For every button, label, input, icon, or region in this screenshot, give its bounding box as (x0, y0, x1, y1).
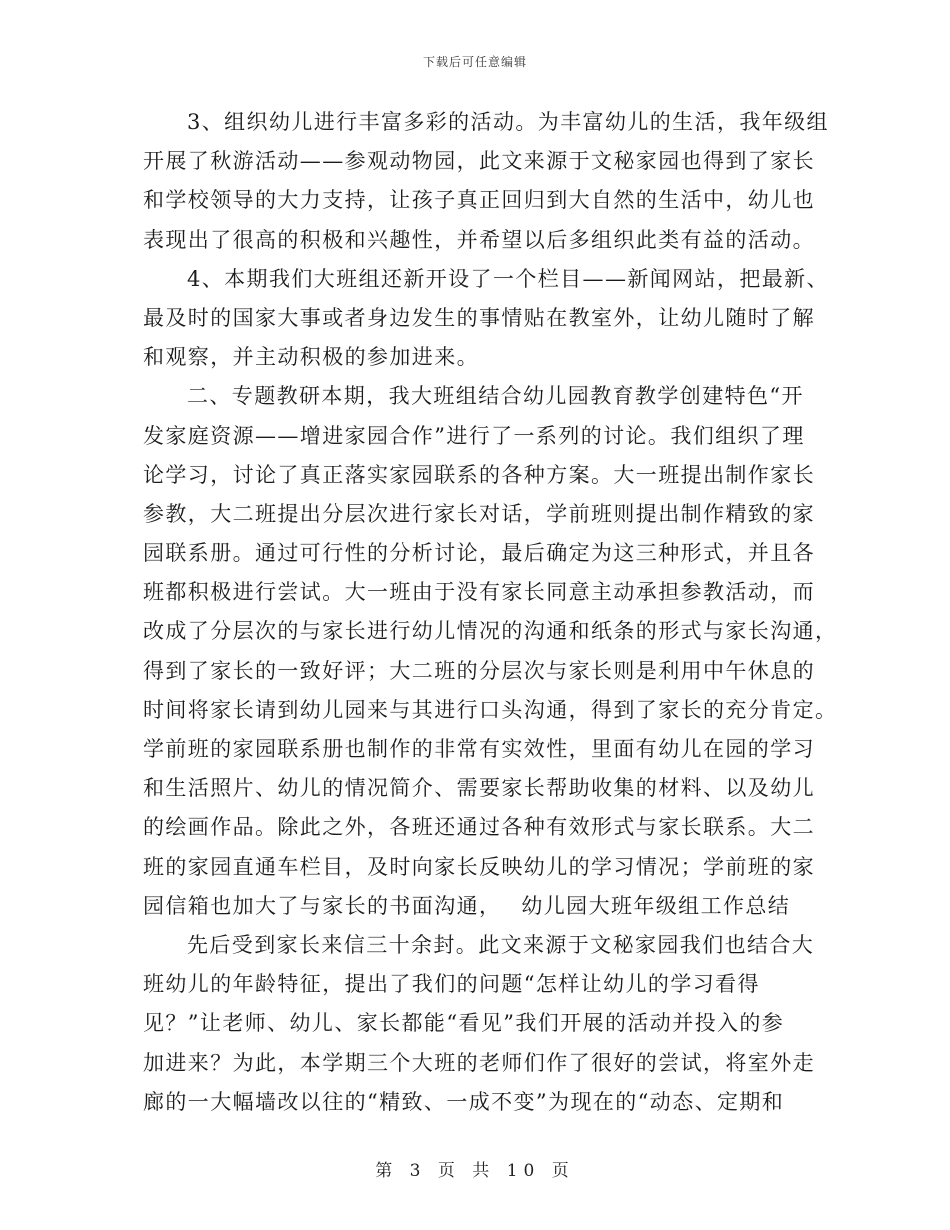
text-line: 班的家园直通车栏目，及时向家长反映幼儿的学习情况；学前班的家 (143, 854, 815, 879)
text-line: 和生活照片、幼儿的情况简介、需要家长帮助收集的材料、以及幼儿 (143, 776, 815, 801)
text-line: 3、组织幼儿进行丰富多彩的活动。为丰富幼儿的生活，我年级组 (187, 110, 829, 134)
text-line: 最及时的国家大事或者身边发生的事情贴在教室外，让幼儿随时了解 (143, 305, 815, 330)
text-line: 学前班的家园联系册也制作的非常有实效性，里面有幼儿在园的学习 (143, 737, 815, 761)
text-line: 和学校领导的大力支持，让孩子真正回归到大自然的生活中，幼儿也 (143, 188, 815, 213)
page-header-note: 下载后可任意编辑 (422, 55, 527, 69)
text-line: 先后受到家长来信三十余封。此文来源于文秘家园我们也结合大 (187, 932, 815, 957)
text-line: 园信箱也加大了与家长的书面沟通， 幼儿园大班年级组工作总结 (143, 893, 791, 918)
text-line: 廊的一大幅墙改以往的“精致、一成不变”为现在的“动态、定期和 (143, 1089, 785, 1114)
text-line: 二、专题教研本期，我大班组结合幼儿园教育教学创建特色“开 (187, 384, 804, 409)
text-line: 发家庭资源——增进家园合作”进行了一系列的讨论。我们组织了理 (143, 423, 805, 448)
text-line: 的绘画作品。除此之外，各班还通过各种有效形式与家长联系。大二 (143, 815, 815, 840)
text-line: 论学习，讨论了真正落实家园联系的各种方案。大一班提出制作家长 (143, 462, 815, 487)
text-line: 见？”让老师、幼儿、家长都能“看见”我们开展的活动并投入的参 (143, 1011, 785, 1036)
text-line: 表现出了很高的积极和兴趣性，并希望以后多组织此类有益的活动。 (143, 227, 815, 252)
text-line: 加进来？为此，本学期三个大班的老师们作了很好的尝试，将室外走 (143, 1050, 815, 1075)
text-line: 开展了秋游活动——参观动物园，此文来源于文秘家园也得到了家长 (143, 149, 815, 174)
text-line: 4、本期我们大班组还新开设了一个栏目——新闻网站，把最新、 (187, 266, 829, 291)
page-number-footer: 第 3 页 共 10 页 (375, 1161, 575, 1181)
text-line: 时间将家长请到幼儿园来与其进行口头沟通，得到了家长的充分肯定。 (143, 697, 838, 722)
text-line: 班都积极进行尝试。大一班由于没有家长同意主动承担参教活动，而 (143, 580, 815, 605)
document-body (143, 103, 838, 1122)
text-line: 和观察，并主动积极的参加进来。 (143, 345, 479, 370)
text-line: 园联系册。通过可行性的分析讨论，最后确定为这三种形式，并且各 (143, 541, 815, 566)
text-line: 改成了分层次的与家长进行幼儿情况的沟通和纸条的形式与家长沟通， (143, 619, 838, 644)
text-line: 得到了家长的一致好评；大二班的分层次与家长则是利用中午休息的 (143, 658, 815, 683)
text-line: 班幼儿的年龄特征，提出了我们的问题“怎样让幼儿的学习看得 (143, 972, 760, 997)
text-line: 参教，大二班提出分层次进行家长对话，学前班则提出制作精致的家 (143, 501, 815, 526)
